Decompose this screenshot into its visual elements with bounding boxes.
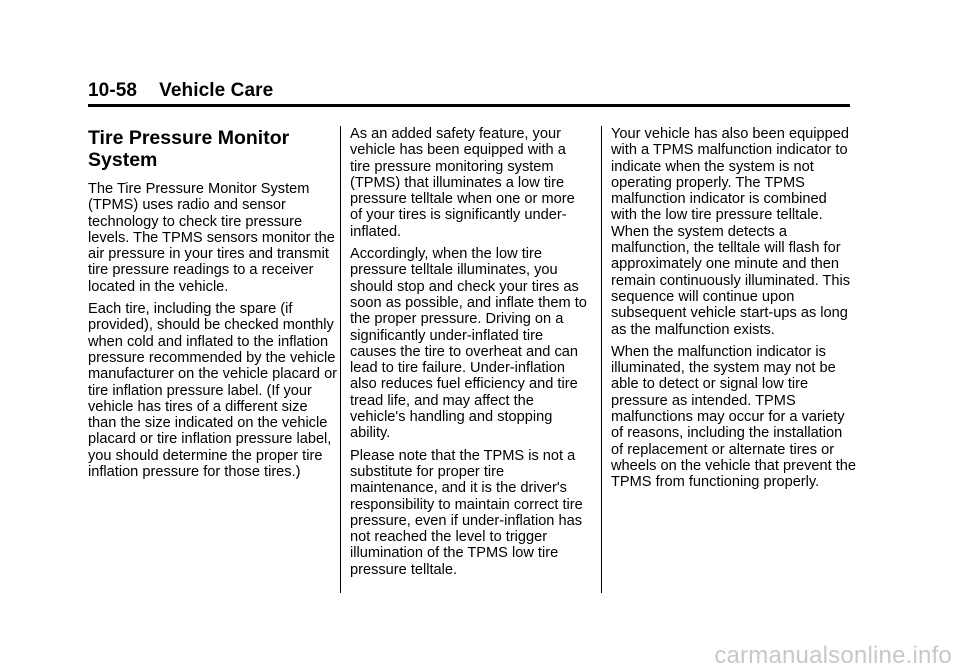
column-divider (340, 126, 341, 593)
paragraph: Each tire, including the spare (if provided), should be checked monthly when cold and inflated to the inflation pressure recommended by the vehicle manufacturer on the vehicle placard or tire inflation pressure label. (If your vehicle has tires of a different size than the size indicated on the vehicle placard or tire inflation pressure label, you should determine the proper tire inflation pressure for those tires.) (88, 301, 338, 481)
page-number: 10-58 (88, 80, 138, 101)
column-2 (350, 126, 590, 584)
page-header (88, 80, 273, 102)
column-1 (88, 126, 338, 486)
paragraph: As an added safety feature, your vehicle has been equipped with a tire pressure monitoring system (TPMS) that illuminates a low tire pressure telltale when one or more of your tires is significantly under-inflated. (350, 126, 575, 240)
chapter-title: Vehicle Care (159, 80, 274, 101)
paragraph: Accordingly, when the low tire pressure telltale illuminates, you should stop and check your tires as soon as possible, and inflate them to the proper pressure. Driving on a significantly under-inflated tire causes the tire to overheat and can lead to tire failure. Under-inflation also reduces fuel efficiency and tire tread life, and may affect the vehicle's handling and stopping ability. (350, 246, 587, 442)
paragraph: Please note that the TPMS is not a substitute for proper tire maintenance, and it is the driver's responsibility to maintain correct tire pressure, even if under-inflation has not reached the level to trigger illumination of the TPMS low tire pressure telltale. (350, 447, 583, 578)
watermark: carmanualsonline.info (714, 642, 952, 669)
header-rule (88, 104, 850, 107)
column-3 (611, 126, 856, 497)
paragraph: The Tire Pressure Monitor System (TPMS) uses radio and sensor technology to check tire pressure levels. The TPMS sensors monitor the air pressure in your tires and transmit tire pressure readings to a receiver located in the vehicle. (88, 181, 335, 295)
column-divider (601, 126, 602, 593)
paragraph: Your vehicle has also been equipped with a TPMS malfunction indicator to indicate when the system is not operating properly. The TPMS malfunction indicator is combined with the low tire pressure telltale. When the system detects a malfunction, the telltale will flash for approximately one minute and then remain continuously illuminated. This sequence will continue upon subsequent vehicle start-ups as long as the malfunction exists. (611, 126, 851, 338)
section-title: Tire Pressure Monitor System (88, 127, 290, 171)
paragraph: When the malfunction indicator is illuminated, the system may not be able to detect or signal low tire pressure as intended. TPMS malfunctions may occur for a variety of reasons, including the installation of replacement or alternate tires or wheels on the vehicle that prevent the TPMS from functioning properly. (611, 343, 857, 491)
